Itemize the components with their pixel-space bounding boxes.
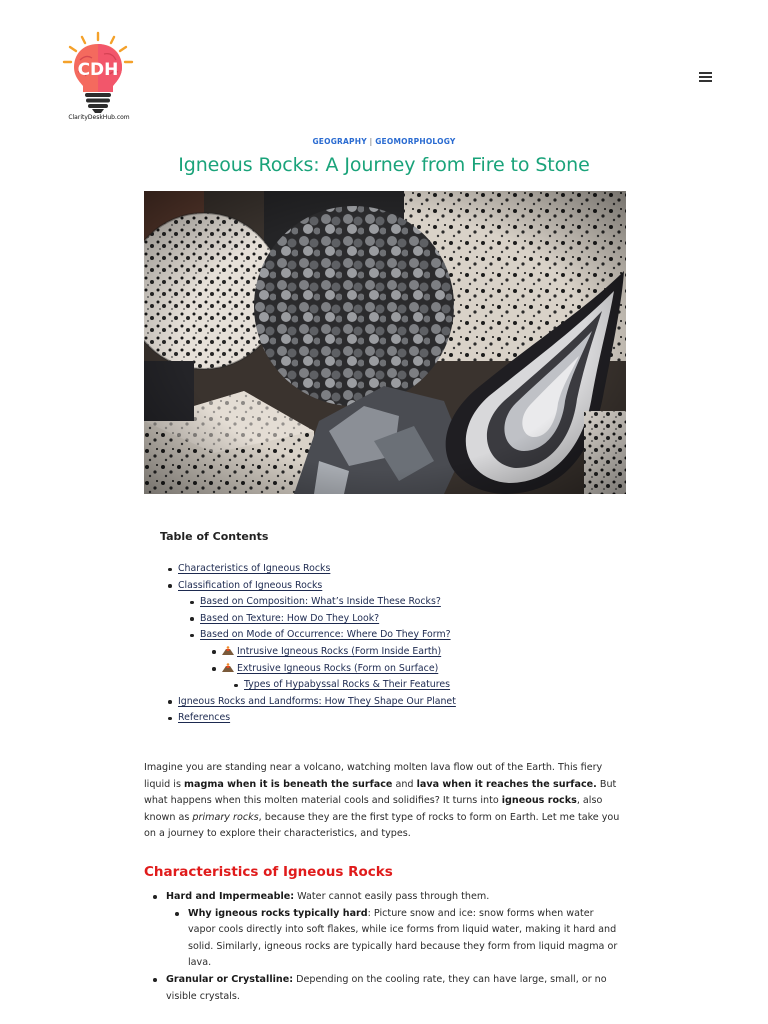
toc-item <box>188 611 456 628</box>
toc-item <box>166 694 456 711</box>
toc-link-occurrence[interactable]: Based on Mode of Occurrence: Where Do They Form? <box>200 629 451 641</box>
intro-paragraph: Imagine you are standing near a volcano, watching molten lava flow out of the Earth. This fiery liquid is magma when it is beneath the surface and lava when it reaches the surface. But what happens when this molten material cools and solidifies? It turns into igneous rocks, also known as primary rocks, because they are the first type of rocks to form on Earth. Let me take you on a journey to explore their characteristics, and types. <box>144 762 620 840</box>
toc-item <box>210 644 456 661</box>
toc-link-composition[interactable]: Based on Composition: What’s Inside These Rocks? <box>200 596 441 608</box>
volcano-icon <box>222 646 234 655</box>
list-item: Hard and Impermeable: Water cannot easily pass through them. Why igneous rocks typically hard: Picture snow and ice: snow forms when water vapor cools directly into soft flakes, while ice forms from liquid water, making it hard and solid. Similarly, igneous rocks are typically hard because they form from liquid magma or lava. <box>148 889 618 972</box>
toc-link-characteristics[interactable]: Characteristics of Igneous Rocks <box>178 563 331 574</box>
category-link-geomorphology[interactable]: GEOMORPHOLOGY <box>375 137 456 146</box>
toc-link-classification[interactable]: Classification of Igneous Rocks <box>178 579 323 591</box>
post-categories <box>0 137 768 146</box>
toc-item <box>166 561 456 578</box>
section-heading: Characteristics of Igneous Rocks <box>144 864 393 880</box>
toc-link-extrusive[interactable]: Extrusive Igneous Rocks (Form on Surface) <box>237 662 439 674</box>
hamburger-menu-icon[interactable] <box>699 72 712 84</box>
toc-item <box>166 578 456 694</box>
page-title: Igneous Rocks: A Journey from Fire to Stone <box>178 154 590 176</box>
list-item: Granular or Crystalline: Depending on the cooling rate, they can have large, small, or no visible crystals. <box>148 972 618 1005</box>
toc-link-hypabyssal[interactable]: Types of Hypabyssal Rocks & Their Features <box>244 679 451 691</box>
toc-link-texture[interactable]: Based on Texture: How Do They Look? <box>200 612 380 624</box>
toc-title: Table of Contents <box>160 530 269 543</box>
toc-item <box>210 661 456 694</box>
category-link-geography[interactable]: GEOGRAPHY <box>312 137 367 146</box>
hero-image <box>144 191 626 494</box>
toc-item <box>232 677 456 694</box>
logo-domain: ClarityDeskHub.com <box>68 114 130 121</box>
toc-item <box>166 710 456 727</box>
category-separator: | <box>369 137 373 146</box>
toc-link-references[interactable]: References <box>178 712 231 724</box>
table-of-contents <box>166 561 456 727</box>
toc-link-intrusive[interactable]: Intrusive Igneous Rocks (Form Inside Earth) <box>237 645 442 657</box>
characteristics-list <box>148 889 618 1005</box>
toc-item <box>188 627 456 693</box>
toc-item <box>188 594 456 611</box>
volcano-icon <box>222 663 234 672</box>
list-item: Why igneous rocks typically hard: Picture snow and ice: snow forms when water vapor cools directly into soft flakes, while ice forms from liquid water, making it hard and solid. Similarly, igneous rocks are typically hard because they form from liquid magma or lava. <box>166 906 618 972</box>
site-logo[interactable] <box>52 30 146 126</box>
lightbulb-brain-icon <box>52 30 146 114</box>
toc-link-landforms[interactable]: Igneous Rocks and Landforms: How They Shape Our Planet <box>178 695 456 707</box>
svg-text:CDH: CDH <box>77 60 119 80</box>
